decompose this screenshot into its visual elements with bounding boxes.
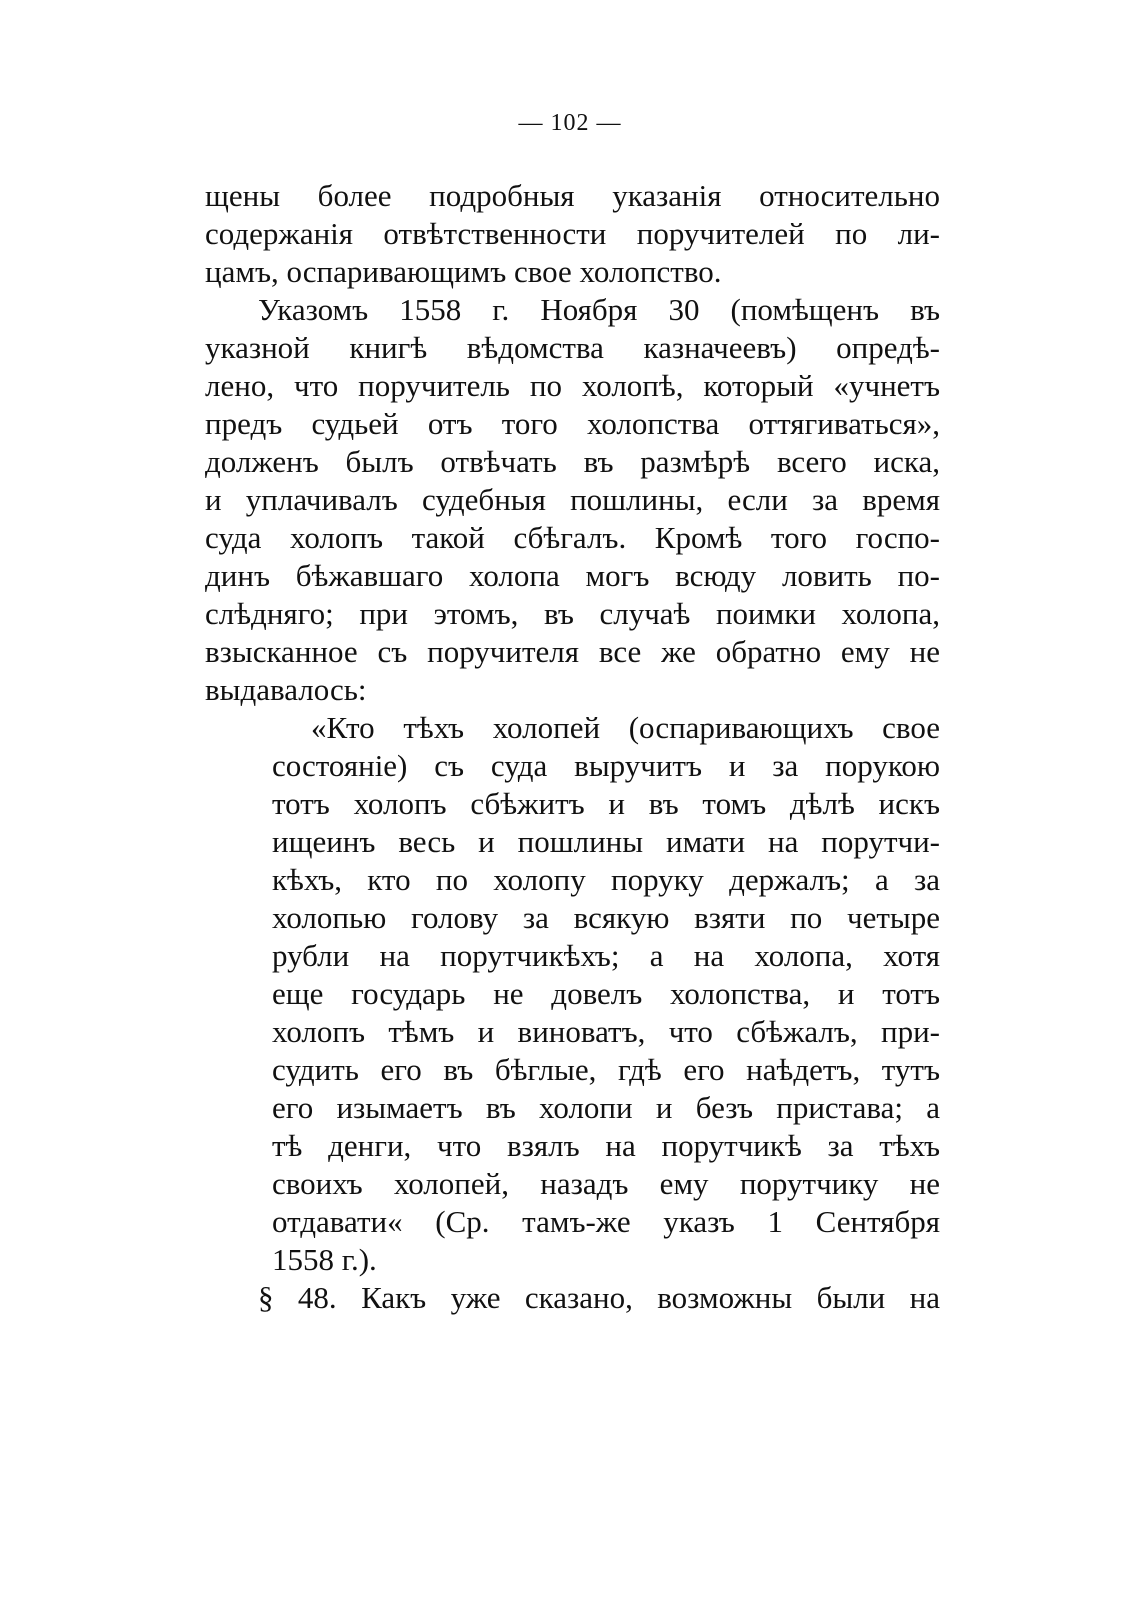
page-number: — 102 —: [518, 110, 622, 136]
quote-line: состояніе) съ суда выручитъ и за порукою: [272, 748, 940, 783]
quote-line: «Кто тѣхъ холопей (оспаривающихъ свое: [311, 710, 940, 745]
section-start-line: § 48. Какъ уже сказано, возможны были на: [258, 1280, 940, 1315]
text-line: выдавалось:: [205, 672, 367, 707]
text-line: указной книгѣ вѣдомства казначеевъ) опредѣ-: [205, 330, 940, 365]
text-line: щены более подробныя указанія относительно: [205, 178, 940, 213]
quote-line: рубли на порутчикѣхъ; а на холопа, хотя: [272, 938, 940, 973]
quote-line: отдавати« (Ср. тамъ-же указъ 1 Сентября: [272, 1204, 940, 1239]
quote-line: еще государь не довелъ холопства, и тотъ: [272, 976, 940, 1011]
text-line: и уплачивалъ судебныя пошлины, если за время: [205, 482, 940, 517]
quote-line: ищеинъ весь и пошлины имати на порутчи-: [272, 824, 940, 859]
text-line: Указомъ 1558 г. Ноября 30 (помѣщенъ въ: [258, 292, 940, 327]
text-line: динъ бѣжавшаго холопа могъ всюду ловить по-: [205, 558, 940, 593]
quote-line: тѣ денги, что взялъ на порутчикѣ за тѣхъ: [272, 1128, 940, 1163]
text-line: суда холопъ такой сбѣгалъ. Кромѣ того госпо-: [205, 520, 940, 555]
text-line: содержанія отвѣтственности поручителей по ли-: [205, 216, 940, 251]
text-line: цамъ, оспаривающимъ свое холопство.: [205, 254, 722, 289]
quote-line: тотъ холопъ сбѣжитъ и въ томъ дѣлѣ искъ: [272, 786, 940, 821]
quote-line: кѣхъ, кто по холопу поруку держалъ; а за: [272, 862, 940, 897]
quote-line: его изымаетъ въ холопи и безъ пристава; а: [272, 1090, 940, 1125]
quote-line: холопъ тѣмъ и виноватъ, что сбѣжалъ, при-: [272, 1014, 940, 1049]
text-line: взысканное съ поручителя все же обратно ему не: [205, 634, 940, 669]
text-line: предъ судьей отъ того холопства оттягиваться»,: [205, 406, 940, 441]
quote-line: холопью голову за всякую взяти по четыре: [272, 900, 940, 935]
quote-line: 1558 г.).: [272, 1242, 377, 1277]
quote-line: судить его въ бѣглые, гдѣ его наѣдетъ, тутъ: [272, 1052, 940, 1087]
quote-line: своихъ холопей, назадъ ему порутчику не: [272, 1166, 940, 1201]
text-line: лено, что поручитель по холопѣ, который «учнетъ: [205, 368, 940, 403]
text-line: долженъ былъ отвѣчать въ размѣрѣ всего иска,: [205, 444, 940, 479]
text-line: слѣдняго; при этомъ, въ случаѣ поимки холопа,: [205, 596, 940, 631]
